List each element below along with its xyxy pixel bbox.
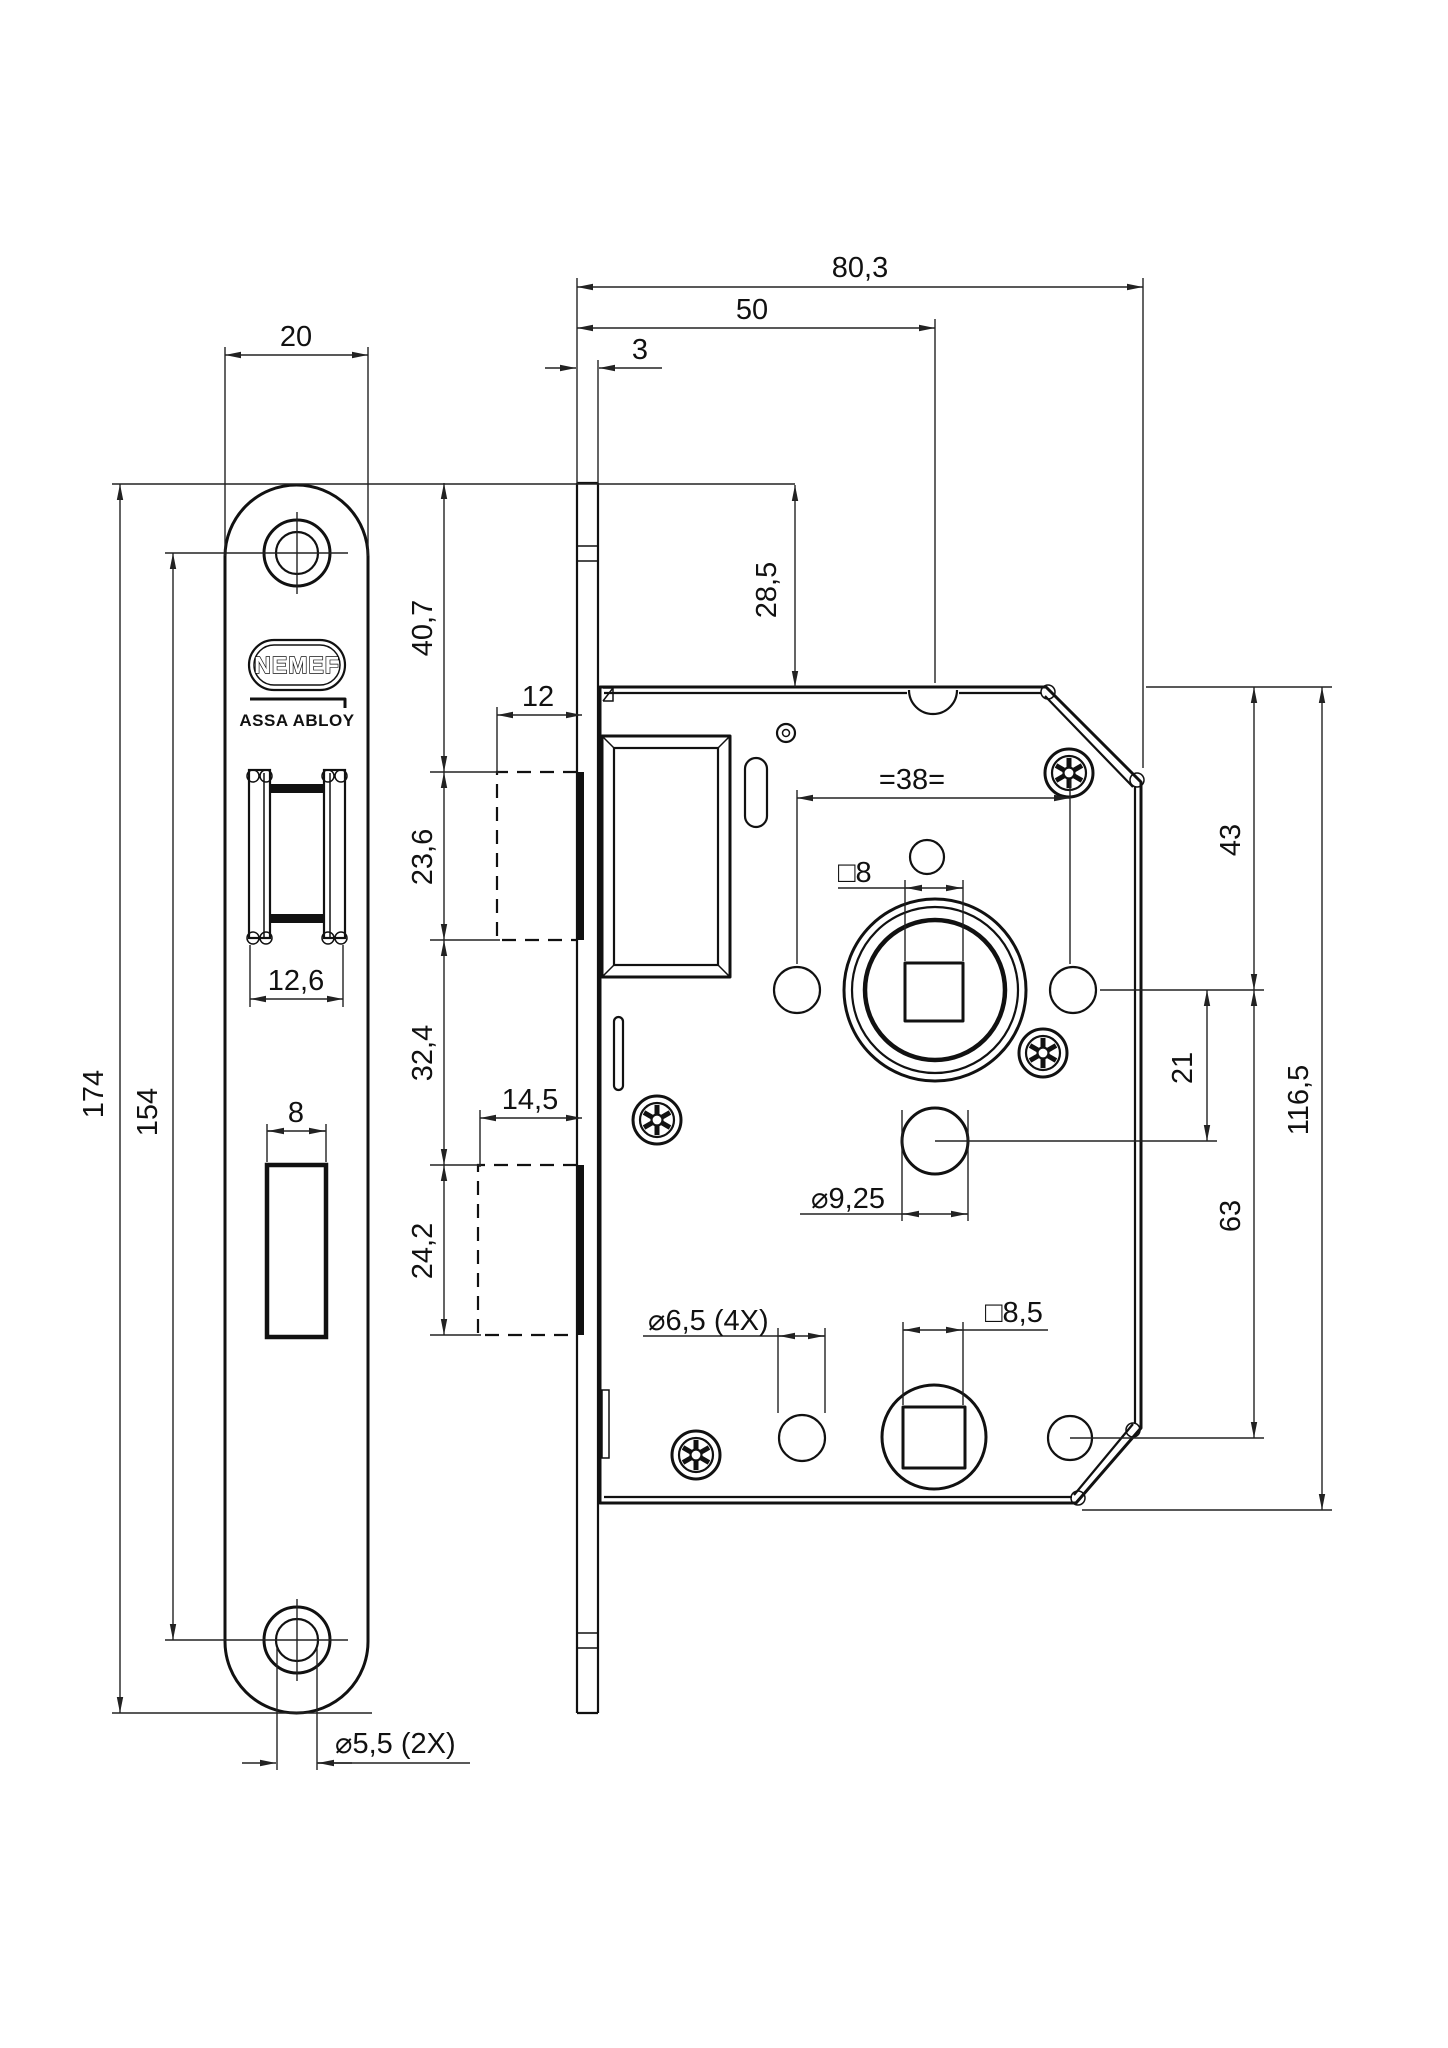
- deadbolt-side-bar: [577, 1165, 584, 1335]
- front-slot: [614, 1017, 623, 1090]
- dim-faceplate-thickness: 3: [631, 334, 649, 366]
- logo-underline: [250, 699, 345, 708]
- dim-latch-to-deadbolt: 32,4: [407, 1024, 439, 1082]
- dimension-labels: [78, 252, 1315, 1760]
- dim-lower-spindle-square: □8,5: [985, 1297, 1043, 1329]
- dim-hub-to-lower-hub: 63: [1215, 1199, 1247, 1233]
- torx-screw-bottom-left: [672, 1431, 720, 1479]
- torx-screw-mid-left: [633, 1096, 681, 1144]
- latch-side-bar: [577, 772, 584, 940]
- brand-name: NEMEF: [254, 652, 340, 678]
- dim-hub-to-cyl-hole: 21: [1167, 1051, 1199, 1085]
- dim-screw-hole-dia: ⌀5,5 (2X): [335, 1728, 456, 1760]
- dim-fixing-holes-dia: ⌀6,5 (4X): [648, 1305, 769, 1337]
- lower-spindle-hub: [882, 1385, 986, 1489]
- brand-group: ASSA ABLOY: [239, 711, 355, 730]
- torx-screw-top-right: [1045, 749, 1093, 797]
- dim-latch-pocket-height: 23,6: [407, 828, 439, 886]
- latch-cutout: [247, 770, 347, 944]
- dim-faceplate-height: 174: [78, 1069, 110, 1119]
- dim-case-top-to-hub: 43: [1215, 823, 1247, 857]
- fixing-hole-bottom-left: [779, 1415, 825, 1461]
- dim-screw-spacing: 154: [132, 1087, 164, 1137]
- latch-housing: [602, 736, 730, 977]
- dim-hole-spacing: =38=: [878, 764, 946, 796]
- lower-square-hole: [903, 1407, 965, 1468]
- dim-deadbolt-slot-width: 8: [287, 1097, 305, 1129]
- dim-deadbolt-pocket-height: 24,2: [407, 1222, 439, 1280]
- fixing-hole-right: [1050, 967, 1096, 1013]
- lock-case-view: [600, 685, 1144, 1505]
- dim-spindle-square: □8: [838, 857, 872, 889]
- top-notch: [909, 690, 957, 714]
- dim-case-height: 116,5: [1283, 1064, 1315, 1136]
- pivot-pin: [777, 724, 795, 742]
- case-outline: [600, 687, 1141, 1503]
- stop-pin-hole: [910, 840, 944, 874]
- dim-deadbolt-pocket-depth: 14,5: [501, 1084, 559, 1116]
- corner-tab: [603, 688, 613, 701]
- dim-case-total-depth: 80,3: [831, 252, 889, 284]
- fixing-hole-left: [774, 967, 820, 1013]
- dim-top-to-latch: 40,7: [407, 599, 439, 657]
- deadbolt-pocket-dashed: [478, 1165, 577, 1335]
- faceplate-side-view: [577, 483, 598, 1713]
- dim-latch-slot-width: 12,6: [267, 965, 325, 997]
- dim-faceplate-width: 20: [279, 321, 313, 353]
- deadbolt-cutout: [267, 1165, 326, 1337]
- spring-slot: [745, 758, 767, 827]
- dim-backset: 50: [735, 294, 769, 326]
- torx-screw-mid-right: [1019, 1029, 1067, 1077]
- case-inner-edge: [604, 693, 1135, 1497]
- hidden-pockets: [478, 772, 577, 1335]
- latch-pocket-dashed: [497, 772, 577, 940]
- dim-cyl-hole-dia: ⌀9,25: [811, 1183, 885, 1215]
- spindle-square-hole: [905, 963, 963, 1021]
- front-edge-tab: [602, 1390, 609, 1458]
- dim-latch-pocket-depth: 12: [521, 681, 555, 713]
- dim-top-to-case: 28,5: [751, 561, 783, 619]
- extension-lines: [112, 278, 1332, 1770]
- brand-logo: [239, 640, 354, 730]
- follower-hub: [844, 899, 1026, 1081]
